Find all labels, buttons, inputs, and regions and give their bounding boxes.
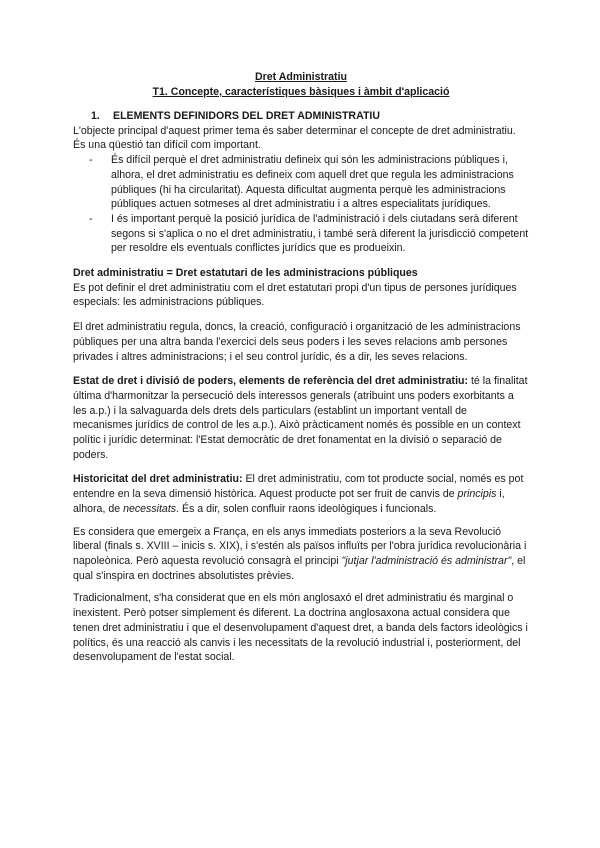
- france-paragraph: [73, 525, 529, 584]
- section-number: 1.: [91, 110, 100, 122]
- historicity-paragraph: [73, 472, 529, 516]
- france-text: Es considera que emergeix a França, en els anys immediats posteriors a la seva Revolució liberal (finals s. XVIII – inicis s. XIX), i s'estén als països influïts per l'obra jurídica revolucionària i napoleònica. Però aquesta revolució consagrà el principi: [73, 525, 527, 567]
- document-title: Dret Administratiu: [254, 71, 348, 83]
- section-title: ELEMENTS DEFINIDORS DEL DRET ADMINISTRATIU: [113, 110, 381, 122]
- italic-quote: "jutjar l'administració és administrar": [341, 554, 512, 567]
- historicity-text: . És a dir, solen confluir raons ideològiques i funcionals.: [176, 502, 437, 515]
- historicity-text: El dret administratiu, com tot producte social, només es pot entendre en la seva dimensió històrica. Aquest producte pot ser fruit de canvis de: [73, 473, 524, 501]
- document-page: [73, 70, 529, 665]
- rule-of-law-text: té la finalitat última d'harmonitzar la persecució dels interessos generals (atribuint uns poders exorbitants a les a.p.) i la salvaguarda dels drets dels particulars (establint un important ventall de mecanismes jurídics de control de les a.p.). Això pràcticament només és possible en un context polític i jurídic determinat: l'Estat democràtic de dret fonamentat en la divisió o separació de poders.: [73, 375, 528, 461]
- historicity-heading: Historicitat del dret administratiu:: [73, 473, 243, 486]
- intro-paragraph: L'objecte principal d'aquest primer tema és saber determinar el concepte de dret administratiu. És una qüestió tan difícil com important.: [73, 124, 516, 152]
- rule-of-law-paragraph: [73, 374, 529, 462]
- list-item: - I és important perquè la posició jurídica de l'administració i dels ciutadans serà diferent segons si s'aplica o no el dret administratiu, i també serà diferent la jurisdicció competent per resoldre els eventuals conflictes jurídics que es produeixin.: [89, 212, 529, 256]
- france-text: , el qual s'inspira en doctrines absolutistes prèvies.: [73, 554, 526, 582]
- document-subtitle: T1. Concepte, característiques bàsiques i àmbit d'aplicació: [152, 86, 450, 98]
- definition-heading: Dret administratiu = Dret estatutari de les administracions públiques: [73, 267, 418, 280]
- regulation-paragraph: El dret administratiu regula, doncs, la creació, configuració i organització de les administracions públiques per una altra banda l'exercici dels seus poders i les seves relacions amb persones privades i altres administracions; i el seu control jurídic, és a dir, les seves relacions.: [73, 321, 521, 363]
- section-heading: [73, 109, 529, 124]
- reasons-list: [73, 153, 529, 256]
- anglo-saxon-paragraph: Tradicionalment, s'ha considerat que en els món anglosaxó el dret administratiu és marginal o inexistent. Però potser simplement és diferent. La doctrina anglosaxona actual considera que tenen dret administratiu i que el desenvolupament d'aquest dret, a banda dels factors ideològics i polítics, és una reacció als canvis i les necessitats de la revolució industrial i, posteriorment, del desenvolupament de l'estat social.: [73, 592, 528, 664]
- italic-term: necessitats: [123, 502, 177, 515]
- historicity-text: i, alhora, de: [73, 488, 505, 515]
- list-item: - És difícil perquè el dret administratiu defineix qui són les administracions públiques i, alhora, el dret administratiu es defineix com aquell dret que regula les administracions públiques (hi ha circularitat). Aquesta dificultat augmenta perquè les administracions públiques actuen sotmeses al dret administratiu i a altres especialitats jurídiques.: [89, 153, 529, 212]
- italic-term: principis: [457, 488, 497, 501]
- rule-of-law-heading: Estat de dret i divisió de poders, elements de referència del dret administratiu:: [73, 375, 469, 388]
- definition-paragraph: Es pot definir el dret administratiu com el dret estatutari propi d'un tipus de persones jurídiques especials: les administracions públiques.: [73, 281, 517, 309]
